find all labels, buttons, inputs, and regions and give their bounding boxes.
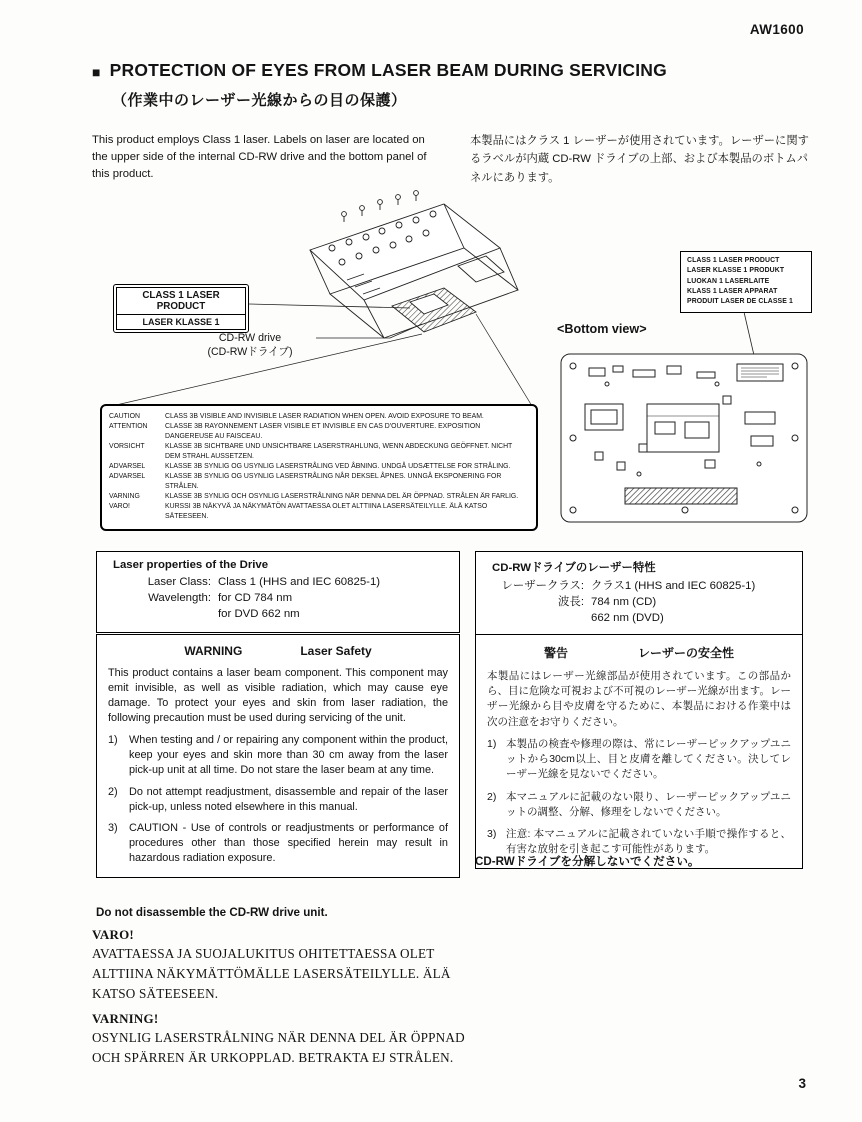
warning-item [108,821,448,866]
warning-item [487,790,791,820]
bottom-view-label: <Bottom view> [557,322,647,336]
item-text: 本製品の検査や修理の際は、常にレーザーピックアップユニットから30cm以上、目と皮膚を離してください。決してレーザー光線を見ないでください。 [506,737,791,781]
caution-row [109,492,528,502]
item-text: When testing and / or repairing any component within the product, keep your eyes and skin more than 30 cm away from the laser pick-up unit at all time. Do not stare the laser beam at any time. [129,733,448,776]
section-square-icon: ■ [92,63,101,80]
caution-term: ADVARSEL [109,463,146,470]
caution-term: CAUTION [109,413,141,420]
property-label: Wavelength: [148,592,211,605]
caution-text: CLASSE 3B RAYONNEMENT LASER VISIBLE ET INVISIBLE EN CAS D'OUVERTURE. EXPOSITION DANGEREUSE AU FAISCEAU. [165,423,481,440]
properties-row [488,594,792,610]
property-value: クラス1 (HHS and IEC 60825-1) [591,580,756,592]
property-label [109,606,211,622]
item-number: 2) [108,785,118,798]
item-number: 3) [108,822,118,835]
item-text: 本マニュアルに記載のない限り、レーザーピックアップユニットの調整、分解、修理をしないでください。 [506,790,791,818]
class1-laser-label-right [680,251,812,313]
properties-row [488,578,792,594]
properties-row [109,606,449,622]
intro-paragraph-en: This product employs Class 1 laser. Labels on laser are located on the upper side of the internal CD-RW drive and the bottom panel of this product. [92,134,427,180]
class1-right-line: LUOKAN 1 LASERLAITE [687,277,770,285]
warning-word: 警告 [543,646,568,660]
property-value: 784 nm (CD) [591,596,657,609]
cdrw-caption-en: CD-RW drive [218,332,282,344]
item-number: 2) [487,790,497,803]
laser-properties-title-ja: CD-RWドライブのレーザー特性 [492,562,656,574]
warning-body-en: This product contains a laser beam component. This component may emit invisible, as well as visible radiation, which may cause eye damage. To protect your eyes and skin from laser radiation, the following precaution must be used during servicing of the unit. [108,667,448,724]
item-number: 1) [108,733,118,746]
laser-safety-warning-box-ja [475,634,803,869]
laser-caution-table [100,404,538,531]
varning-text: OSYNLIG LASERSTRÅLNING NÄR DENNA DEL ÄR ÖPPNAD OCH SPÄRREN ÄR URKOPPLAD. BETRAKTA EJ STRÅLEN. [92,1030,465,1065]
warning-subject: レーザーの安全性 [638,646,735,660]
cdrw-drive-caption [186,331,314,360]
class1-right-line: PRODUIT LASER DE CLASSE 1 [687,298,793,306]
property-value: 662 nm (DVD) [591,612,664,625]
caution-term: VARNING [109,493,140,500]
caution-row [109,502,528,522]
property-label [488,610,584,626]
caution-term: VARO! [109,503,130,510]
caution-row [109,462,528,472]
property-label: レーザークラス: [501,580,584,592]
page-title [92,60,667,81]
class1-laser-label-left [113,284,249,333]
do-not-disassemble-note-ja: CD-RWドライブを分解しないでください。 [475,855,700,868]
item-number: 1) [487,737,497,750]
warning-item [108,785,448,815]
warning-header-ja [487,644,791,661]
laser-properties-box-en [96,551,460,633]
caution-row [109,442,528,462]
warning-body-ja: 本製品にはレーザー光線部品が使用されています。この部品から、目に危険な可視および不可視のレーザー光線が出ます。レーザー光線から目や皮膚を守るために、本製品における作業中は次の注意をお守りください。 [487,670,791,728]
item-number: 3) [487,827,497,840]
warning-word: WARNING [184,644,243,658]
caution-row [109,412,528,422]
laser-safety-warning-box-en [96,634,460,878]
page-number: 3 [798,1076,806,1091]
varning-heading: VARNING! [92,1011,159,1026]
class1-label-line1: CLASS 1 LASER PRODUCT [117,288,245,315]
warning-header-en [108,644,448,658]
caution-row [109,422,528,442]
property-label: 波長: [558,596,584,609]
intro-paragraph-ja: 本製品にはクラス 1 レーザーが使用されています。レーザーに関するラベルが内蔵 CD-RW ドライブの上部、および本製品のボトムパネルにあります。 [470,135,809,184]
page-title-en: PROTECTION OF EYES FROM LASER BEAM DURING SERVICING [109,60,667,80]
warning-subject: Laser Safety [300,644,372,658]
properties-row [488,610,792,626]
model-number: AW1600 [749,22,804,37]
warning-item [108,733,448,778]
caution-text: CLASS 3B VISIBLE AND INVISIBLE LASER RADIATION WHEN OPEN. AVOID EXPOSURE TO BEAM. [165,413,484,420]
caution-text: KLASSE 3B SICHTBARE UND UNSICHTBARE LASERSTRAHLUNG, WENN ABDECKUNG GEÖFFNET. NICHT DEM STRAHL AUSSETZEN. [165,443,513,460]
class1-right-line: CLASS 1 LASER PRODUCT [687,257,780,264]
property-value: for DVD 662 nm [218,608,300,621]
class1-right-line: LASER KLASSE 1 PRODUKT [687,267,785,275]
item-text: CAUTION - Use of controls or readjustments or performance of procedures other than those specified herein may result in hazardous radiation exposure. [129,822,448,865]
caution-term: ADVARSEL [109,473,146,480]
varo-text: AVATTAESSA JA SUOJALUKITUS OHITETTAESSA OLET ALTTIINA NÄKYMÄTTÖMÄLLE LASERSÄTEILYLLE. ÄLÄ KATSO SÄTEESEEN. [92,946,451,1001]
do-not-disassemble-note-en: Do not disassemble the CD-RW drive unit. [96,906,328,919]
cdrw-caption-ja: (CD-RWドライブ) [207,346,293,359]
property-label: Laser Class: [147,576,211,588]
item-text: 注意: 本マニュアルに記載されていない手順で操作すると、有害な放射を引き起こす可能性があります。 [506,827,791,856]
class1-label-inner [116,287,246,330]
caution-text: KLASSE 3B SYNLIG OG USYNLIG LASERSTRÅLING VED ÅBNING. UNDGÅ UDSÆTTELSE FOR STRÅLING. [165,463,511,470]
caution-term: VORSICHT [109,443,145,450]
caution-text: KURSSI 3B NÄKYVÄ JA NÄKYMÄTÖN AVATTAESSA OLET ALTTIINA LASERSÄTEILYLLE. ÄLÄ KATSO SÄTEESEEN. [165,503,488,520]
caution-row [109,472,528,492]
properties-row [109,590,449,606]
caution-text: KLASSE 3B SYNLIG OG USYNLIG LASERSTRÅLING NÅR DEKSEL ÅPNES. UNNGÅ EKSPONERING FOR STRÅLEN. [165,473,502,490]
caution-text: KLASSE 3B SYNLIG OCH OSYNLIG LASERSTRÅLNING NÄR DENNA DEL ÄR ÖPPNAD. STRÅLEN ÄR FARLIG. [165,493,519,500]
property-value: for CD 784 nm [218,592,293,605]
varo-heading: VARO! [92,927,134,942]
laser-properties-title-en: Laser properties of the Drive [113,559,269,571]
item-text: Do not attempt readjustment, disassemble and repair of the laser pick-up, unless noted elsewhere in this manual. [129,785,448,813]
bottom-view-illustration [555,312,815,538]
class1-label-line2: LASER KLASSE 1 [142,317,220,327]
laser-properties-box-ja [475,551,803,637]
property-value: Class 1 (HHS and IEC 60825-1) [218,576,381,588]
properties-row [109,574,449,590]
caution-term: ATTENTION [109,423,148,430]
class1-right-line: KLASS 1 LASER APPARAT [687,288,778,296]
warning-item [487,737,791,783]
page-title-ja: （作業中のレーザー光線からの目の保護） [112,92,407,109]
bottom-view-lines [561,312,807,522]
